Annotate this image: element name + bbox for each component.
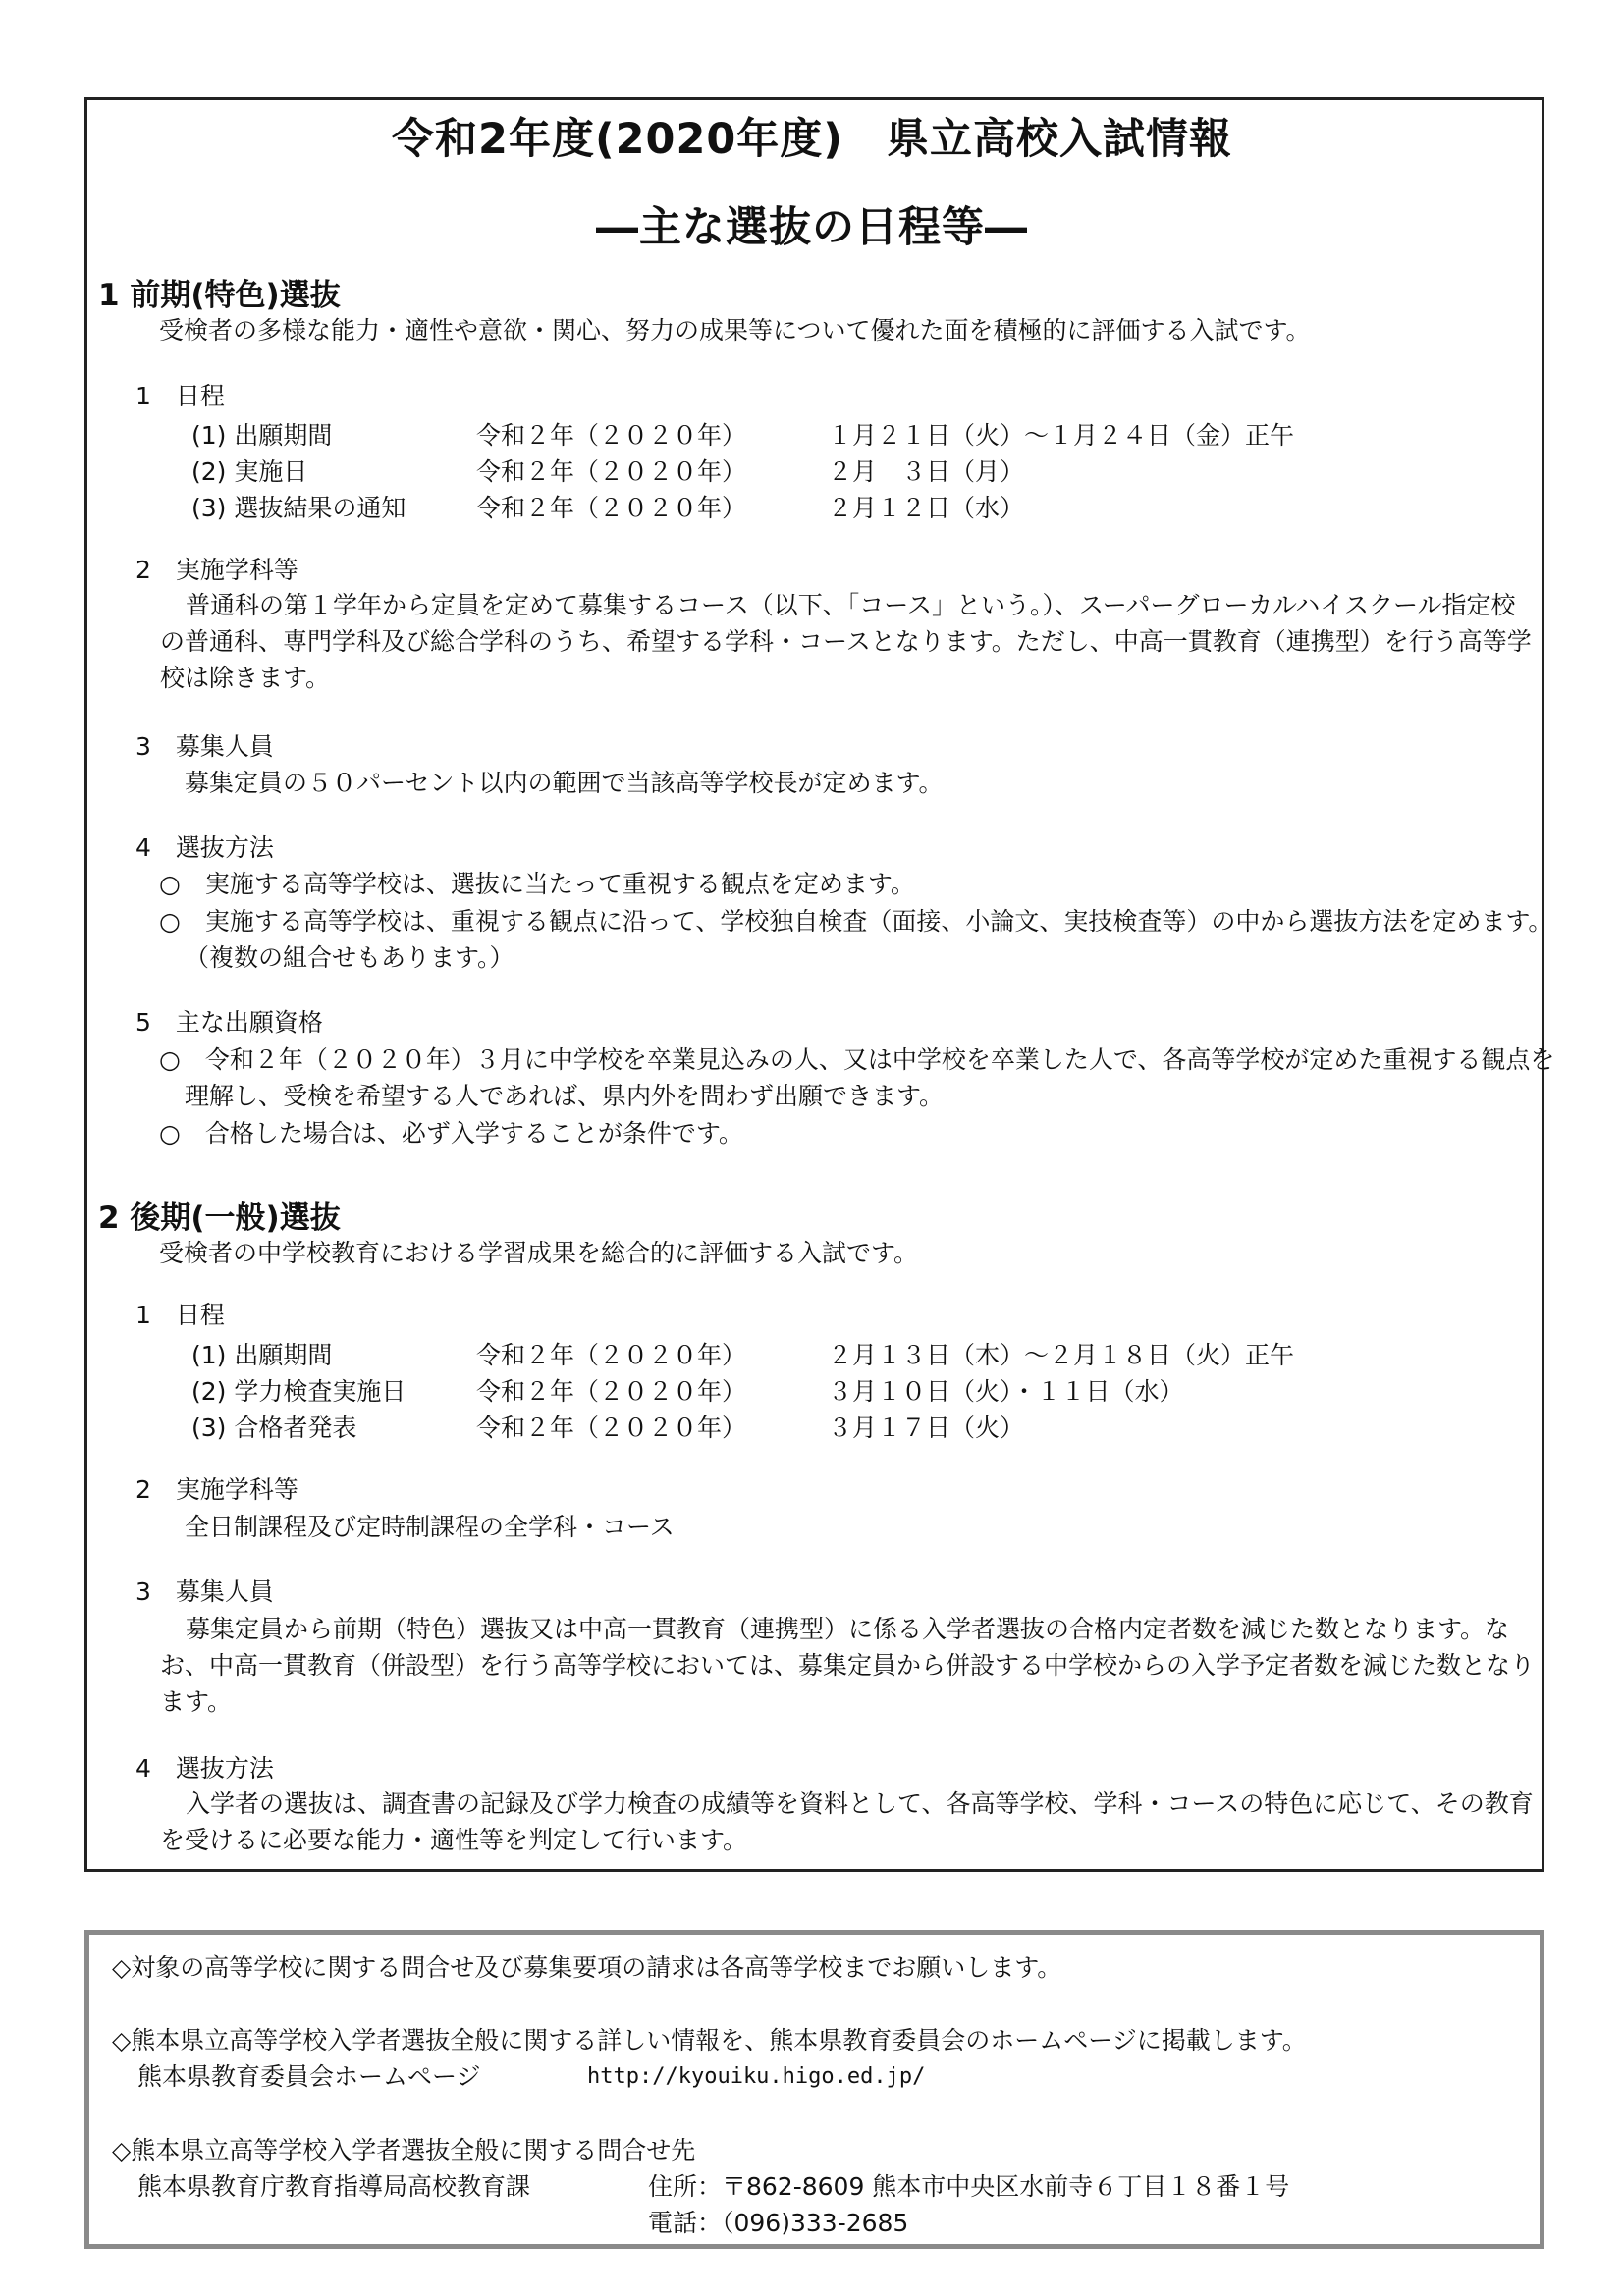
section2-subjects-label: 2 実施学科等 <box>135 1475 298 1504</box>
section2-subjects-text: 全日制課程及び定時制課程の全学科・コース <box>185 1513 675 1541</box>
section1-schedule-label: 1 日程 <box>135 382 225 410</box>
section1-method-label: 4 選抜方法 <box>135 833 274 862</box>
section1-qualification-label: 5 主な出願資格 <box>135 1008 323 1037</box>
footer-homepage-link[interactable]: http://kyouiku.higo.ed.jp/ <box>587 2064 926 2089</box>
section2-capacity-label: 3 募集人員 <box>135 1577 274 1606</box>
footer-homepage-label: 熊本県教育委員会ホームページ <box>137 2062 481 2091</box>
section1-method-item: ○ 実施する高等学校は、重視する観点に沿って、学校独自検査（面接、小論文、実技検査等）の中から選抜方法を定めます。（複数の組合せもあります。） <box>159 907 1553 972</box>
section2-schedule-label: 1 日程 <box>135 1301 225 1329</box>
footer-department: 熊本県教育庁教育指導局高校教育課 <box>137 2172 531 2201</box>
row-year: 令和２年（２０２０年） <box>476 457 747 486</box>
row-year: 令和２年（２０２０年） <box>476 1341 747 1369</box>
footer-note-contact: ◇熊本県立高等学校入学者選抜全般に関する問合せ先 <box>112 2136 696 2164</box>
section2-method-label: 4 選抜方法 <box>135 1754 274 1783</box>
section2-capacity-text: 募集定員から前期（特色）選抜又は中高一貫教育（連携型）に係る入学者選抜の合格内定者数を減じた数となります。なお、中高一貫教育（併設型）を行う高等学校においては、募集定員から併設する中学校からの入学予定者数を減じた数となります。 <box>160 1615 1536 1716</box>
section1-capacity-label: 3 募集人員 <box>135 732 274 761</box>
row-name: (2) 実施日 <box>191 457 308 486</box>
row-name: (3) 選抜結果の通知 <box>191 494 406 522</box>
page-title: 令和2年度(2020年度) 県立高校入試情報 <box>392 115 1232 164</box>
section1-subjects-text: 普通科の第１学年から定員を定めて募集するコース（以下、「コース」という。）、スーパーグローカルハイスクール指定校の普通科、専門学科及び総合学科のうち、希望する学科・コースとなります。ただし、中高一貫教育（連携型）を行う高等学校は除きます。 <box>160 591 1532 692</box>
section1-method-item: ○ 実施する高等学校は、選抜に当たって重視する観点を定めます。 <box>159 870 915 898</box>
row-date: ２月 ３日（月） <box>828 457 1025 486</box>
section1-subjects-label: 2 実施学科等 <box>135 556 298 584</box>
row-name: (1) 出願期間 <box>191 1341 333 1369</box>
row-date: ２月１３日（木）～２月１８日（火）正午 <box>828 1341 1295 1369</box>
section1-qualification-item: ○ 合格した場合は、必ず入学することが条件です。 <box>159 1119 743 1148</box>
footer-note-inquiry: ◇対象の高等学校に関する問合せ及び募集要項の請求は各高等学校までお願いします。 <box>112 1953 1062 1982</box>
row-date: ２月１２日（水） <box>828 494 1025 522</box>
row-name: (1) 出願期間 <box>191 421 333 450</box>
row-year: 令和２年（２０２０年） <box>476 1377 747 1406</box>
section2-method-text: 入学者の選抜は、調査書の記録及び学力検査の成績等を資料として、各高等学校、学科・コースの特色に応じて、その教育を受けるに必要な能力・適性等を判定して行います。 <box>160 1789 1534 1854</box>
row-year: 令和２年（２０２０年） <box>476 421 747 450</box>
footer-note-website: ◇熊本県立高等学校入学者選抜全般に関する詳しい情報を、熊本県教育委員会のホームページに掲載します。 <box>112 2026 1307 2055</box>
footer-phone: 電話：（096)333-2685 <box>648 2209 909 2237</box>
section1-heading: 1 前期(特色)選抜 <box>98 278 341 313</box>
footer-address: 住所：〒862-8609 熊本市中央区水前寺６丁目１８番１号 <box>648 2172 1290 2201</box>
section1-qualification-item: ○ 令和２年（２０２０年）３月に中学校を卒業見込みの人、又は中学校を卒業した人で、各高等学校が定めた重視する観点を理解し、受検を希望する人であれば、県内外を問わず出願できます。 <box>159 1045 1555 1110</box>
row-date: ３月１７日（火） <box>828 1414 1025 1442</box>
page-subtitle: ―主な選抜の日程等― <box>596 203 1028 252</box>
section2-intro: 受検者の中学校教育における学習成果を総合的に評価する入試です。 <box>159 1239 919 1267</box>
row-name: (3) 合格者発表 <box>191 1414 357 1442</box>
row-date: １月２１日（火）～１月２４日（金）正午 <box>828 421 1295 450</box>
main-info-box <box>84 97 1544 1872</box>
section2-heading: 2 後期(一般)選抜 <box>98 1201 341 1236</box>
section1-capacity-text: 募集定員の５０パーセント以内の範囲で当該高等学校長が定めます。 <box>185 769 944 797</box>
row-year: 令和２年（２０２０年） <box>476 494 747 522</box>
row-name: (2) 学力検査実施日 <box>191 1377 406 1406</box>
row-year: 令和２年（２０２０年） <box>476 1414 747 1442</box>
row-date: ３月１０日（火）・１１日（水） <box>828 1377 1184 1406</box>
section1-intro: 受検者の多様な能力・適性や意欲・関心、努力の成果等について優れた面を積極的に評価する入試です。 <box>159 316 1311 345</box>
